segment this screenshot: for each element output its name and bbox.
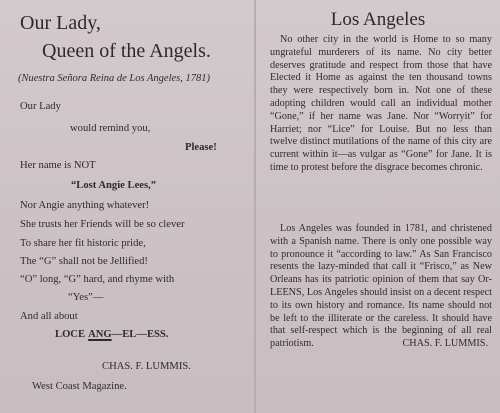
poem-line: would remind you, <box>70 123 151 134</box>
poem-line: Please! <box>185 142 217 153</box>
poem-title-line-1: Our Lady, <box>20 12 101 34</box>
poem-line: Nor Angie anything whatever! <box>20 200 150 211</box>
column-divider <box>254 0 256 413</box>
article-column <box>262 0 494 413</box>
poem-line: Her name is NOT <box>20 160 96 171</box>
poem-line: And all about <box>20 311 78 322</box>
article-paragraph-2-text: Los Angeles was founded in 1781, and christened with a Spanish name. There is only one possible way to pronounce it “according to law.” As San Francisco resents the lazy-minded that call it “Frisco,” as New Orleans has its patriotic opinion of them that say Or-LEENS, Los Angeles should insist on a decent respect to its own history and romance. Its name should not be left to the illiterate or the careless. It should have that self-respect which is the beginning of all real patriotism. <box>270 223 492 350</box>
poem-signature: CHAS. F. LUMMIS. <box>102 361 191 372</box>
poem-title-line-2: Queen of the Angels. <box>42 40 211 62</box>
poem-subtitle: (Nuestra Señora Reina de Los Angeles, 1781) <box>18 73 210 84</box>
poem-line: The “G” shall not be Jellified! <box>20 256 148 267</box>
article-paragraph-2 <box>270 223 492 351</box>
pronunciation-line <box>55 329 168 340</box>
poem-line: “O” long, “G” hard, and rhyme with <box>20 274 175 285</box>
poem-line: “Lost Angie Lees,” <box>71 180 157 191</box>
article-signature: CHAS. F. LUMMIS. <box>402 338 488 350</box>
pronunciation-suffix: —EL—ESS. <box>111 329 169 340</box>
article-paragraph-1: No other city in the world is Home to so many ungrateful murderers of its name. No city better deserves gratitude and respect from those that have Elected it Home as against the ten thousand towns they were respectively born in. Not one of these adopting children would call an individual mother “Gone,” if her name was Jane. Nor “Worryit” for Harriet; nor “Lice” for Louise. But no less than twelve distinct mutilations of the name of this city are current within it—as vulgar as “Gone” for Jane. It is time to protest before the disgrace becomes chronic. <box>270 34 492 173</box>
article-title: Los Angeles <box>330 9 426 30</box>
poem-line: She trusts her Friends will be so clever <box>20 219 185 230</box>
poem-line: Our Lady <box>20 101 61 112</box>
poem-line: To share her fit historic pride, <box>20 238 146 249</box>
pronunciation-prefix: LOCE <box>55 329 89 340</box>
poem-line: “Yes”— <box>68 292 104 303</box>
poem-source: West Coast Magazine. <box>32 381 127 392</box>
pronunciation-emphasis: ANG <box>88 329 112 340</box>
